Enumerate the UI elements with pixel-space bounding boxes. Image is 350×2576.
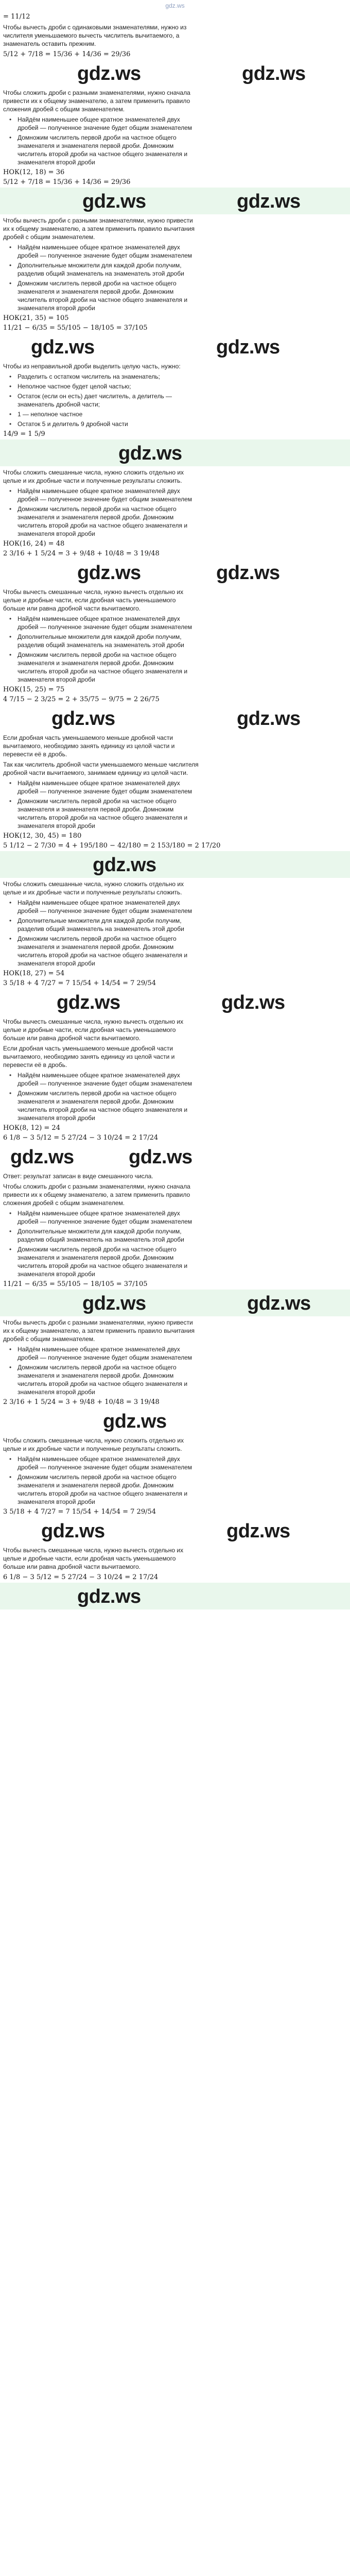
note-text: Ответ: результат записан в виде смешанного числа. (3, 1173, 153, 1180)
lcm-line: НОК(15, 25) = 75 (3, 686, 65, 693)
rule-text: Чтобы сложить смешанные числа, нужно сложить отдельно их целые и их дробные части и полученные результаты сложить. (3, 469, 184, 484)
watermark: gdz.ws (226, 1520, 290, 1542)
lcm-line: НОК(12, 30, 45) = 180 (3, 832, 82, 840)
watermark: gdz.ws (93, 854, 156, 876)
watermark: gdz.ws (77, 63, 141, 84)
math-line: 11/21 − 6/35 = 55/105 − 18/105 = 37/105 (3, 324, 148, 332)
step-item: • Найдём наименьшее общее кратное знаменателей двух дробей — полученное значение будет общим знаменателем (18, 487, 198, 503)
site-header[interactable] (0, 0, 350, 11)
watermark-row (0, 705, 350, 732)
rule-text: Чтобы сложить дроби с разными знаменателями, нужно сначала привести их к общему знаменателю, а затем применить правило сложения дробей с общим знаменателем. (3, 1183, 190, 1207)
watermark: gdz.ws (247, 1293, 311, 1314)
watermark: gdz.ws (216, 336, 280, 358)
step-item: • Дополнительные множители для каждой дроби получим, разделив общий знаменатель на знаменатель этой дроби (18, 633, 198, 649)
step-item: • Остаток 5 и делитель 9 дробной части (18, 420, 198, 428)
rule-text: Чтобы вычесть дроби с разными знаменателями, нужно привести их к общему знаменателю, а затем применить правило вычитания дробей с общим знаменателем. (3, 217, 195, 241)
step-item: • Найдём наименьшее общее кратное знаменателей двух дробей — полученное значение будет общим знаменателем (18, 899, 198, 915)
step-item: • Найдём наименьшее общее кратное знаменателей двух дробей — полученное значение будет общим знаменателем (18, 1209, 198, 1226)
step-item: • Разделить с остатком числитель на знаменатель; (18, 372, 198, 381)
rule-text: Если дробная часть уменьшаемого меньше дробной части вычитаемого, необходимо занять единицу из целой части и перевести её в дробь. (3, 734, 175, 758)
rule-text: Чтобы сложить дроби с разными знаменателями, нужно сначала привести их к общему знаменателю, а затем применить правило сложения дробей с общим знаменателем. (3, 89, 190, 113)
math-line: = 11/12 (3, 13, 30, 21)
step-item: • Домножим числитель первой дроби на частное общего знаменателя и знаменателя первой дроби. Домножим числитель второй дроби на частное общего знаменателя и знаменателя второй дроби (18, 1245, 198, 1278)
step-item: • Найдём наименьшее общее кратное знаменателей двух дробей — полученное значение будет общим знаменателем (18, 615, 198, 631)
step-item: • Найдём наименьшее общее кратное знаменателей двух дробей — полученное значение будет общим знаменателем (18, 1455, 198, 1471)
watermark: gdz.ws (237, 191, 301, 212)
step-item: • Домножим числитель первой дроби на частное общего знаменателя и знаменателя первой дроби. Домножим числитель второй дроби на частное общего знаменателя и знаменателя второй дроби (18, 279, 198, 312)
step-item: • Неполное частное будет целой частью; (18, 382, 198, 391)
watermark: gdz.ws (10, 1146, 74, 1168)
watermark: gdz.ws (41, 1520, 105, 1542)
step-item: • Найдём наименьшее общее кратное знаменателей двух дробей — полученное значение будет общим знаменателем (18, 779, 198, 795)
math-line: 4 7/15 − 2 3/25 = 2 + 35/75 − 9/75 = 2 26/75 (3, 696, 160, 703)
step-item: • Дополнительные множители для каждой дроби получим, разделив общий знаменатель на знаменатель этой дроби (18, 1227, 198, 1244)
watermark: gdz.ws (77, 1586, 141, 1607)
step-item: • 1 — неполное частное (18, 410, 198, 418)
step-item: • Домножим числитель первой дроби на частное общего знаменателя и знаменателя первой дроби. Домножим числитель второй дроби на частное общего знаменателя и знаменателя второй дроби (18, 505, 198, 538)
watermark: gdz.ws (118, 443, 182, 464)
math-line: 3 5/18 + 4 7/27 = 7 15/54 + 14/54 = 7 29/54 (3, 1508, 156, 1516)
watermark: gdz.ws (129, 1146, 192, 1168)
note-text: Так как числитель дробной части уменьшаемого меньше числителя дробной части вычитаемого, занимаем единицу из целой части. (3, 761, 199, 776)
watermark-row (0, 60, 350, 87)
rule-text: Чтобы вычесть смешанные числа, нужно вычесть отдельно их целые и дробные части, если дробная часть уменьшаемого больше или равна дробной части вычитаемого. (3, 1018, 184, 1042)
rule-text: Чтобы вычесть дроби с одинаковыми знаменателями, нужно из числителя уменьшаемого вычесть числитель вычитаемого, а знаменатель оставить прежним. (3, 24, 187, 47)
lcm-line: НОК(18, 27) = 54 (3, 970, 65, 977)
rule-text: Чтобы вычесть смешанные числа, нужно вычесть отдельно их целые и дробные части, если дробная часть уменьшаемого больше или равна дробной части вычитаемого. (3, 588, 184, 612)
step-item: • Найдём наименьшее общее кратное знаменателей двух дробей — полученное значение будет общим знаменателем (18, 243, 198, 260)
watermark-row (0, 1143, 350, 1170)
step-item: • Домножим числитель первой дроби на частное общего знаменателя и знаменателя первой дроби. Домножим числитель второй дроби на частное общего знаменателя и знаменателя второй дроби (18, 1089, 198, 1122)
lcm-line: НОК(16, 24) = 48 (3, 540, 65, 548)
watermark: gdz.ws (103, 1411, 167, 1432)
watermark: gdz.ws (51, 708, 115, 730)
site-link[interactable]: gdz.ws (165, 2, 185, 9)
step-item: • Домножим числитель первой дроби на частное общего знаменателя и знаменателя первой дроби. Домножим числитель второй дроби на частное общего знаменателя и знаменателя второй дроби (18, 1363, 198, 1396)
math-line: 2 3/16 + 1 5/24 = 3 + 9/48 + 10/48 = 3 19/48 (3, 550, 160, 557)
watermark: gdz.ws (57, 992, 120, 1013)
watermark: gdz.ws (82, 1293, 146, 1314)
step-item: • Найдём наименьшее общее кратное знаменателей двух дробей — полученное значение будет общим знаменателем (18, 1071, 198, 1088)
watermark-row (0, 439, 350, 466)
watermark-row (0, 559, 350, 586)
math-line: 6 1/8 − 3 5/12 = 5 27/24 − 3 10/24 = 2 17/24 (3, 1134, 159, 1142)
math-line: 3 5/18 + 4 7/27 = 7 15/54 + 14/54 = 7 29/54 (3, 979, 156, 987)
step-item: • Домножим числитель первой дроби на частное общего знаменателя и знаменателя первой дроби. Домножим числитель второй дроби на частное общего знаменателя и знаменателя второй дроби (18, 935, 198, 968)
watermark-row (0, 1517, 350, 1544)
watermark-row (0, 1290, 350, 1316)
step-item: • Домножим числитель первой дроби на частное общего знаменателя и знаменателя первой дроби. Домножим числитель второй дроби на частное общего знаменателя и знаменателя второй дроби (18, 1473, 198, 1506)
watermark: gdz.ws (216, 562, 280, 584)
rule-text: Чтобы сложить смешанные числа, нужно сложить отдельно их целые и их дробные части и полученные результаты сложить. (3, 1437, 184, 1452)
lcm-line: НОК(21, 35) = 105 (3, 314, 69, 322)
watermark: gdz.ws (237, 708, 301, 730)
watermark: gdz.ws (82, 191, 146, 212)
step-item: • Остаток (если он есть) дает числитель, а делитель — знаменатель дробной части; (18, 392, 198, 409)
watermark: gdz.ws (242, 63, 306, 84)
lcm-line: НОК(8, 12) = 24 (3, 1124, 60, 1132)
math-line: 5 1/12 − 2 7/30 = 4 + 195/180 − 42/180 = 2 153/180 = 2 17/20 (3, 842, 221, 850)
rule-text: Чтобы сложить смешанные числа, нужно сложить отдельно их целые и их дробные части и полученные результаты сложить. (3, 880, 184, 896)
rule-text: Если дробная часть уменьшаемого меньше дробной части вычитаемого, необходимо занять единицу из целой части и перевести её в дробь. (3, 1045, 175, 1069)
math-line: 5/12 + 7/18 = 15/36 + 14/36 = 29/36 (3, 50, 131, 58)
math-line: 14/9 = 1 5/9 (3, 430, 45, 438)
step-item: • Найдём наименьшее общее кратное знаменателей двух дробей — полученное значение будет общим знаменателем (18, 1345, 198, 1362)
rule-text: Чтобы вычесть смешанные числа, нужно вычесть отдельно их целые и дробные части, если дробная часть уменьшаемого больше или равна дробной части вычитаемого. (3, 1547, 184, 1570)
step-item: • Дополнительные множители для каждой дроби получим, разделив общий знаменатель на знаменатель этой дроби (18, 261, 198, 278)
watermark: gdz.ws (221, 992, 285, 1013)
math-line: 6 1/8 − 3 5/12 = 5 27/24 − 3 10/24 = 2 17/24 (3, 1573, 159, 1581)
watermark-row (0, 188, 350, 214)
watermark-row (0, 989, 350, 1015)
step-item: • Найдём наименьшее общее кратное знаменателей двух дробей — полученное значение будет общим знаменателем (18, 115, 198, 132)
rule-text: Чтобы из неправильной дроби выделить целую часть, нужно: (3, 363, 181, 370)
math-line: 11/21 − 6/35 = 55/105 − 18/105 = 37/105 (3, 1280, 148, 1288)
step-item: • Домножим числитель первой дроби на частное общего знаменателя и знаменателя первой дроби. Домножим числитель второй дроби на частное общего знаменателя и знаменателя второй дроби (18, 797, 198, 830)
step-item: • Домножим числитель первой дроби на частное общего знаменателя и знаменателя первой дроби. Домножим числитель второй дроби на частное общего знаменателя и знаменателя второй дроби (18, 651, 198, 684)
watermark-row (0, 851, 350, 878)
step-item: • Домножим числитель первой дроби на частное общего знаменателя и знаменателя первой дроби. Домножим числитель второй дроби на частное общего знаменателя и знаменателя второй дроби (18, 133, 198, 166)
watermark: gdz.ws (31, 336, 95, 358)
math-line: 2 3/16 + 1 5/24 = 3 + 9/48 + 10/48 = 3 19/48 (3, 1398, 160, 1406)
lcm-line: НОК(12, 18) = 36 (3, 168, 65, 176)
watermark-row (0, 333, 350, 360)
watermark-row (0, 1583, 350, 1609)
step-item: • Дополнительные множители для каждой дроби получим, разделив общий знаменатель на знаменатель этой дроби (18, 917, 198, 933)
rule-text: Чтобы вычесть дроби с разными знаменателями, нужно привести их к общему знаменателю, а затем применить правило вычитания дробей с общим знаменателем. (3, 1319, 195, 1343)
watermark-row (0, 1408, 350, 1434)
math-line: 5/12 + 7/18 = 15/36 + 14/36 = 29/36 (3, 178, 131, 186)
watermark: gdz.ws (77, 562, 141, 584)
